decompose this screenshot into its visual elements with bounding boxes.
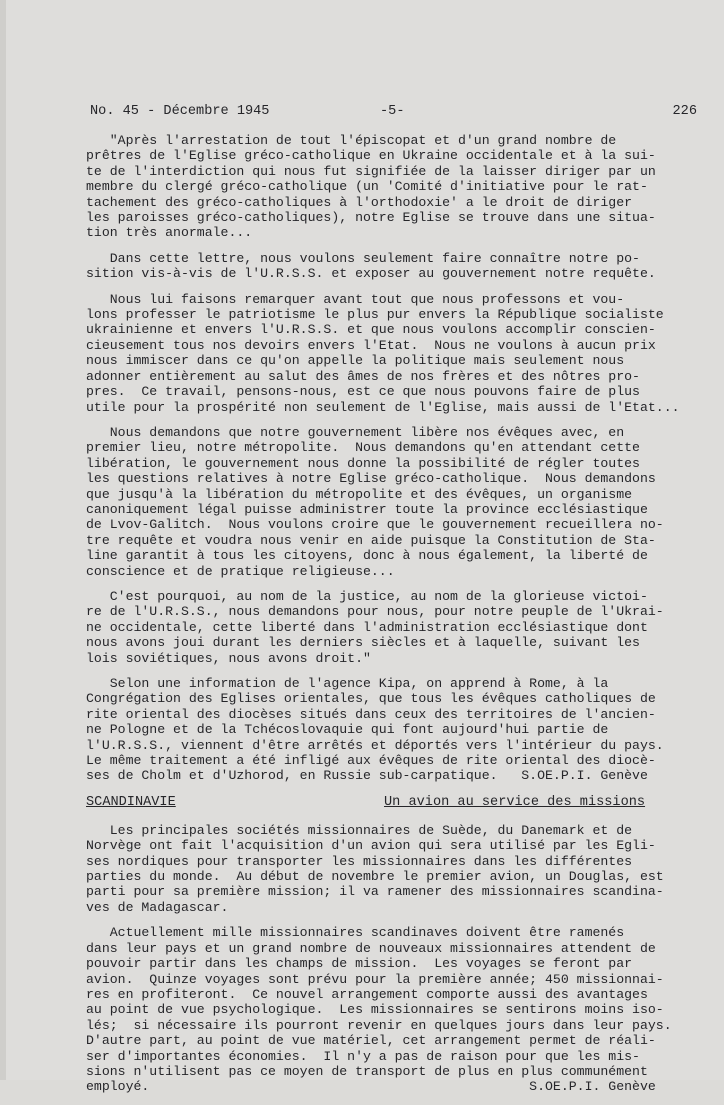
page-ref: 226 bbox=[672, 104, 697, 119]
paragraph-missionaries: Actuellement mille missionnaires scandinaves doivent être ramenés dans leur pays et un grand nombre de nouveaux missionnaires attendent de pouvoir partir dans les champs de mission. Les voyages se feront par avion. Quinze voyages sont prévu pour la première année; 450 missionnai- res en profiteront. Ce nouvel arrangement comporte aussi des avantages au point de vue psychologique. Les missionnaires se sentirons moins iso- lés; si nécessaire ils pourront revenir en quelques jours dans leur pays. D'autre part, au point de vue matériel, cet arrangement permet de réali- ser d'importantes économies. Il n'y a pas de raison pour que les mis- sions n'utilisent pas ce moyen de transport de plus en plus communément employé. S.OE.P.I. Genève bbox=[86, 925, 672, 1095]
paragraph-justice: C'est pourquoi, au nom de la justice, au nom de la glorieuse victoi- re de l'U.R.S.S., nous demandons pour nous, pour notre peuple de l'Ukrai- ne occidentale, cette liberté dans l'administration ecclésiastique dont nous avons joui durant les derniers siècles et à laquelle, suivant les lois soviétiques, nous avons droit." bbox=[86, 588, 664, 666]
paragraph-kipa-report: Selon une information de l'agence Kipa, on apprend à Rome, à la Congrégation des Eglises orientales, que tous les évêques catholiques de rite oriental des diocèses situés dans ceux des territoires de l'ancien- ne Pologne et de la Tchécoslovaquie qui font aujourd'hui partie de l'U.R.S.S., viennent d'être arrêtés et déportés vers l'intérieur du pays. Le même traitement a été infligé aux évêques de rite oriental des diocè- ses de Cholm et d'Uzhorod, en Russie sub-carpatique. S.OE.P.I. Genève bbox=[86, 676, 664, 784]
paragraph-letter-intro: "Après l'arrestation de tout l'épiscopat et d'un grand nombre de prêtres de l'Eglise gréco-catholique en Ukraine occidentale et à la sui- te de l'interdiction qui nous fut signifiée de la laisser diriger par un membre du clergé gréco-catholique (un 'Comité d'initiative pour le rat- tachement des gréco-catholiques à l'orthodoxie' a le droit de diriger les paroisses gréco-catholiques), notre Eglise se trouve dans une situa- tion très anormale... bbox=[86, 133, 656, 241]
paragraph-letter-purpose: Dans cette lettre, nous voulons seulement faire connaître notre po- sition vis-à-vis de l'U.R.S.S. et exposer au gouvernement notre requête. bbox=[86, 250, 656, 282]
issue-label: No. 45 - Décembre 1945 bbox=[90, 104, 270, 119]
section-heading bbox=[86, 794, 714, 814]
section-title: Un avion au service des missions bbox=[384, 794, 646, 810]
page-edge-shadow bbox=[0, 0, 6, 1080]
paragraph-demands: Nous demandons que notre gouvernement libère nos évêques avec, en premier lieu, notre métropolite. Nous demandons qu'en attendant cette libération, le gouvernement nous donne la possibilité de régler toutes les questions relatives à notre Eglise gréco-catholique. Nous demandons que jusqu'à la libération du métropolite et des évêques, un organisme canoniquement légal puisse administrer toute la province ecclésiastique de Lvov-Galitch. Nous voulons croire que le gouvernement recueillera no- tre requête et voudra nous venir en aide puisque la Constitution de Sta- line garantit à tous les citoyens, donc à nous également, la liberté de conscience et de pratique religieuse... bbox=[86, 424, 664, 579]
paragraph-patriotism: Nous lui faisons remarquer avant tout que nous professons et vou- lons professer le patriotisme le plus pur envers la République socialiste ukrainienne et envers l'U.R.S.S. et que nous voulons accomplir conscien- cieusement tous nos devoirs envers l'Etat. Nous ne voulons à aucun prix nous immiscer dans ce qu'on appelle la politique mais seulement nous adonner entièrement au salut des âmes de nos frères et des nôtres pro- pres. Ce travail, pensons-nous, est ce que nous pouvons faire de plus utile pour la prospérité non seulement de l'Eglise, mais aussi de l'Etat... bbox=[86, 291, 680, 415]
paragraph-aircraft: Les principales sociétés missionnaires de Suède, du Danemark et de Norvège ont fait l'acquisition d'un avion qui sera utilisé par les Egli- ses nordiques pour transporter les missionnaires dans les différentes parties du monde. Au début de novembre le premier avion, un Douglas, est parti pour sa première mission; il va ramener des missionnaires scandina- ves de Madagascar. bbox=[86, 822, 664, 915]
document-body bbox=[86, 133, 714, 1105]
page-header bbox=[90, 103, 697, 121]
page-number: -5- bbox=[380, 104, 405, 119]
section-region: SCANDINAVIE bbox=[86, 794, 176, 810]
